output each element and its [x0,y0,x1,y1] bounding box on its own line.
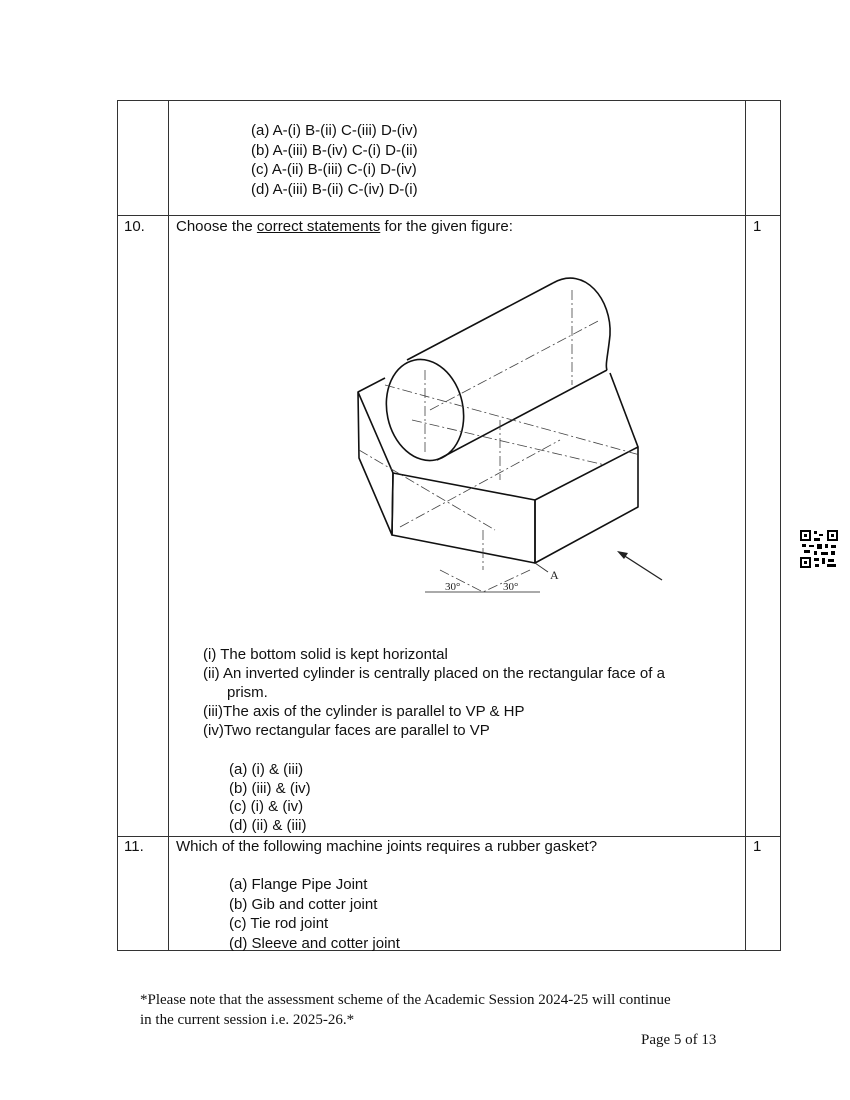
option: (b) (iii) & (iv) [229,779,311,797]
marks: 1 [753,218,762,235]
option: (d) A-(iii) B-(ii) C-(iv) D-(i) [251,180,418,198]
question-prompt: Which of the following machine joints requires a rubber gasket? [176,838,598,855]
statement: prism. [227,684,268,701]
statement: (ii) An inverted cylinder is centrally placed on the rectangular face of a [203,665,665,682]
prompt-text: Choose the [176,218,257,235]
prompt-underlined: correct statements [256,218,381,235]
qr-code-icon [800,530,838,568]
option: (b) Gib and cotter joint [229,895,378,913]
question-number: 11. [124,838,144,855]
option: (a) (i) & (iii) [229,761,304,778]
option: (a) Flange Pipe Joint [229,876,368,893]
option: (a) A-(i) B-(ii) C-(iii) D-(iv) [251,122,418,139]
prompt-text: for the given figure: [380,218,513,235]
point-label: A [550,568,559,582]
angle-label: 30° [445,581,461,593]
option: (d) (ii) & (iii) [229,816,307,834]
option: (c) (i) & (iv) [229,798,304,815]
footer-note-line2: in the current session i.e. 2025-26.* [140,1012,355,1028]
footer-note-line1: *Please note that the assessment scheme of the Academic Session 2024-25 will continue [140,992,671,1008]
option: (d) Sleeve and cotter joint [229,934,400,952]
question-number: 10. [124,218,145,235]
q10-statements [203,645,665,740]
option: (c) A-(ii) B-(iii) C-(i) D-(iv) [251,161,417,178]
angle-label: 30° [503,581,519,593]
option: (c) Tie rod joint [229,915,329,932]
page-number: Page 5 of 13 [641,1032,717,1048]
marks: 1 [753,838,762,855]
q11-options [229,875,400,953]
option: (b) A-(iii) B-(iv) C-(i) D-(ii) [251,141,418,159]
statement: (iii)The axis of the cylinder is parallel to VP & HP [203,703,525,720]
statement: (i) The bottom solid is kept horizontal [203,646,448,663]
statement: (iv)Two rectangular faces are parallel to VP [203,722,490,739]
q10-options [229,761,311,835]
